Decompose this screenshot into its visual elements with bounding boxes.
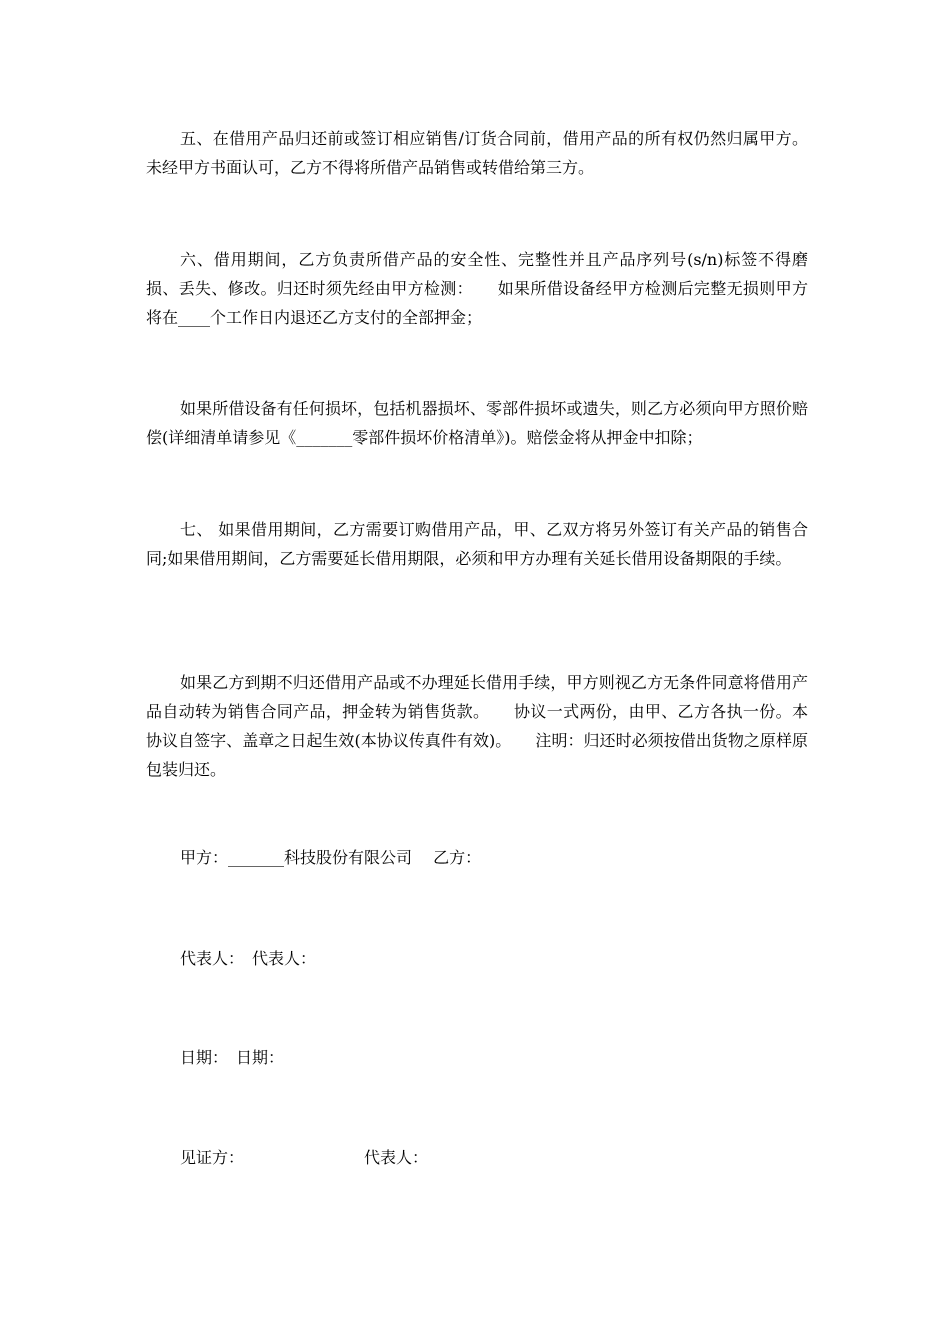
representative-line: 代表人： 代表人： [180,949,317,968]
date-line: 日期： 日期： [180,1048,285,1067]
party-signature-line: 甲方：_______科技股份有限公司 乙方： [180,848,482,867]
witness-line: 见证方： 代表人： [180,1148,429,1167]
clause-7: 七、 如果借用期间，乙方需要订购借用产品，甲、乙双方将另外签订有关产品的销售合同;如果借用期间，乙方需要延长借用期限，必须和甲方办理有关延长借用设备期限的手续。 [146,520,808,568]
clause-6: 六、借用期间，乙方负责所借产品的安全性、完整性并且产品序列号(s/n)标签不得磨损、丢失、修改。归还时须先经由甲方检测： 如果所借设备经甲方检测后完整无损则甲方将在____个工作日内退还乙方支付的全部押金； [146,250,808,327]
clause-7-overdue: 如果乙方到期不归还借用产品或不办理延长借用手续，甲方则视乙方无条件同意将借用产品自动转为销售合同产品，押金转为销售货款。 协议一式两份，由甲、乙方各执一份。本协议自签字、盖章之日起生效(本协议传真件有效)。 注明：归还时必须按借出货物之原样原包装归还。 [146,673,808,779]
clause-5: 五、在借用产品归还前或签订相应销售/订货合同前，借用产品的所有权仍然归属甲方。未经甲方书面认可，乙方不得将所借产品销售或转借给第三方。 [146,129,808,177]
clause-6-damage: 如果所借设备有任何损坏，包括机器损坏、零部件损坏或遗失，则乙方必须向甲方照价赔偿(详细清单请参见《_______零部件损坏价格清单》)。赔偿金将从押金中扣除； [146,399,808,447]
